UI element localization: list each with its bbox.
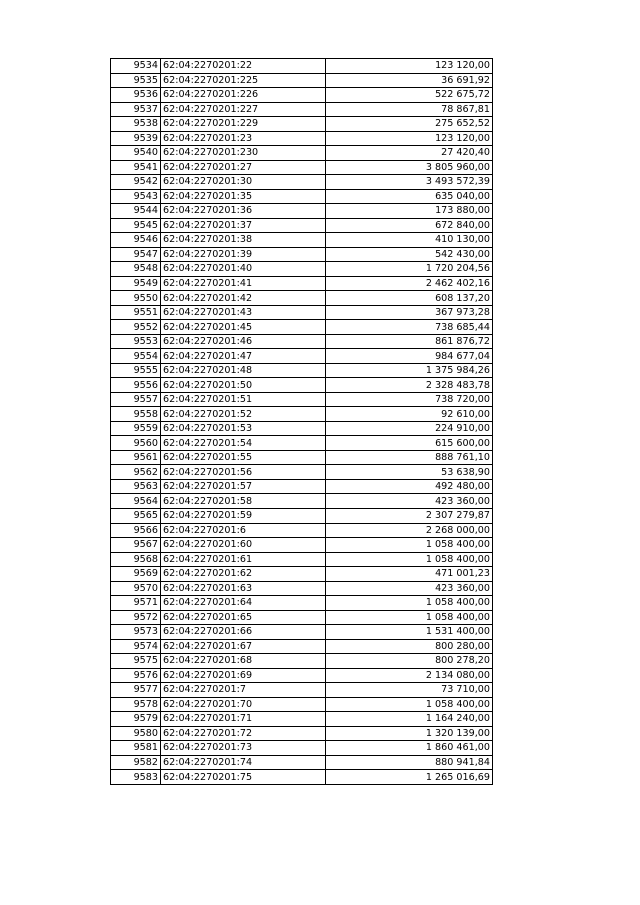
cadastral-value: 1 058 400,00 bbox=[326, 538, 493, 553]
row-number: 9557 bbox=[111, 392, 161, 407]
row-number: 9573 bbox=[111, 625, 161, 640]
row-number: 9576 bbox=[111, 668, 161, 683]
table-row bbox=[111, 697, 493, 712]
table-row bbox=[111, 654, 493, 669]
table-row bbox=[111, 204, 493, 219]
row-number: 9560 bbox=[111, 436, 161, 451]
table-row bbox=[111, 567, 493, 582]
table-row bbox=[111, 494, 493, 509]
table-row bbox=[111, 581, 493, 596]
row-number: 9555 bbox=[111, 363, 161, 378]
cadastral-value: 1 265 016,69 bbox=[326, 770, 493, 785]
cadastral-number: 62:04:2270201:50 bbox=[161, 378, 326, 393]
cadastral-value: 738 685,44 bbox=[326, 320, 493, 335]
cadastral-value: 173 880,00 bbox=[326, 204, 493, 219]
cadastre-value-table bbox=[110, 58, 493, 785]
table-row bbox=[111, 131, 493, 146]
cadastral-number: 62:04:2270201:226 bbox=[161, 88, 326, 103]
cadastral-value: 2 307 279,87 bbox=[326, 508, 493, 523]
cadastral-number: 62:04:2270201:38 bbox=[161, 233, 326, 248]
cadastral-value: 635 040,00 bbox=[326, 189, 493, 204]
row-number: 9565 bbox=[111, 508, 161, 523]
cadastral-value: 1 375 984,26 bbox=[326, 363, 493, 378]
cadastral-number: 62:04:2270201:57 bbox=[161, 479, 326, 494]
table-row bbox=[111, 320, 493, 335]
table-row bbox=[111, 175, 493, 190]
cadastral-number: 62:04:2270201:22 bbox=[161, 59, 326, 74]
cadastral-number: 62:04:2270201:63 bbox=[161, 581, 326, 596]
cadastral-number: 62:04:2270201:67 bbox=[161, 639, 326, 654]
cadastral-value: 275 652,52 bbox=[326, 117, 493, 132]
row-number: 9568 bbox=[111, 552, 161, 567]
cadastral-number: 62:04:2270201:7 bbox=[161, 683, 326, 698]
table-row bbox=[111, 349, 493, 364]
table-row bbox=[111, 639, 493, 654]
table-row bbox=[111, 276, 493, 291]
row-number: 9541 bbox=[111, 160, 161, 175]
row-number: 9543 bbox=[111, 189, 161, 204]
cadastral-number: 62:04:2270201:71 bbox=[161, 712, 326, 727]
row-number: 9567 bbox=[111, 538, 161, 553]
row-number: 9572 bbox=[111, 610, 161, 625]
row-number: 9577 bbox=[111, 683, 161, 698]
table-row bbox=[111, 334, 493, 349]
row-number: 9581 bbox=[111, 741, 161, 756]
cadastral-value: 888 761,10 bbox=[326, 450, 493, 465]
row-number: 9563 bbox=[111, 479, 161, 494]
table-row bbox=[111, 683, 493, 698]
cadastral-value: 615 600,00 bbox=[326, 436, 493, 451]
cadastral-value: 2 328 483,78 bbox=[326, 378, 493, 393]
cadastral-number: 62:04:2270201:56 bbox=[161, 465, 326, 480]
row-number: 9548 bbox=[111, 262, 161, 277]
cadastral-value: 1 058 400,00 bbox=[326, 552, 493, 567]
table-row bbox=[111, 523, 493, 538]
table-row bbox=[111, 146, 493, 161]
table-row bbox=[111, 668, 493, 683]
cadastre-table-container bbox=[110, 58, 492, 785]
row-number: 9549 bbox=[111, 276, 161, 291]
cadastral-number: 62:04:2270201:230 bbox=[161, 146, 326, 161]
row-number: 9542 bbox=[111, 175, 161, 190]
cadastral-value: 1 320 139,00 bbox=[326, 726, 493, 741]
table-row bbox=[111, 291, 493, 306]
cadastral-value: 738 720,00 bbox=[326, 392, 493, 407]
cadastral-number: 62:04:2270201:55 bbox=[161, 450, 326, 465]
cadastral-number: 62:04:2270201:39 bbox=[161, 247, 326, 262]
cadastral-value: 2 268 000,00 bbox=[326, 523, 493, 538]
row-number: 9559 bbox=[111, 421, 161, 436]
row-number: 9575 bbox=[111, 654, 161, 669]
row-number: 9553 bbox=[111, 334, 161, 349]
table-row bbox=[111, 392, 493, 407]
table-row bbox=[111, 305, 493, 320]
cadastral-number: 62:04:2270201:35 bbox=[161, 189, 326, 204]
row-number: 9556 bbox=[111, 378, 161, 393]
cadastral-number: 62:04:2270201:46 bbox=[161, 334, 326, 349]
cadastral-value: 1 058 400,00 bbox=[326, 697, 493, 712]
cadastral-number: 62:04:2270201:58 bbox=[161, 494, 326, 509]
cadastral-number: 62:04:2270201:229 bbox=[161, 117, 326, 132]
cadastral-value: 608 137,20 bbox=[326, 291, 493, 306]
cadastral-number: 62:04:2270201:6 bbox=[161, 523, 326, 538]
row-number: 9583 bbox=[111, 770, 161, 785]
cadastral-value: 423 360,00 bbox=[326, 581, 493, 596]
row-number: 9539 bbox=[111, 131, 161, 146]
table-row bbox=[111, 508, 493, 523]
table-row bbox=[111, 726, 493, 741]
cadastral-number: 62:04:2270201:43 bbox=[161, 305, 326, 320]
cadastral-number: 62:04:2270201:45 bbox=[161, 320, 326, 335]
table-row bbox=[111, 436, 493, 451]
table-row bbox=[111, 625, 493, 640]
row-number: 9540 bbox=[111, 146, 161, 161]
row-number: 9545 bbox=[111, 218, 161, 233]
row-number: 9571 bbox=[111, 596, 161, 611]
row-number: 9562 bbox=[111, 465, 161, 480]
cadastral-number: 62:04:2270201:74 bbox=[161, 755, 326, 770]
table-row bbox=[111, 247, 493, 262]
row-number: 9535 bbox=[111, 73, 161, 88]
cadastral-number: 62:04:2270201:73 bbox=[161, 741, 326, 756]
table-row bbox=[111, 421, 493, 436]
cadastral-number: 62:04:2270201:52 bbox=[161, 407, 326, 422]
cadastral-value: 78 867,81 bbox=[326, 102, 493, 117]
cadastral-value: 861 876,72 bbox=[326, 334, 493, 349]
cadastral-value: 367 973,28 bbox=[326, 305, 493, 320]
table-row bbox=[111, 218, 493, 233]
cadastral-number: 62:04:2270201:59 bbox=[161, 508, 326, 523]
cadastral-value: 3 493 572,39 bbox=[326, 175, 493, 190]
row-number: 9546 bbox=[111, 233, 161, 248]
row-number: 9564 bbox=[111, 494, 161, 509]
cadastral-value: 92 610,00 bbox=[326, 407, 493, 422]
cadastral-value: 522 675,72 bbox=[326, 88, 493, 103]
cadastral-number: 62:04:2270201:70 bbox=[161, 697, 326, 712]
row-number: 9547 bbox=[111, 247, 161, 262]
table-row bbox=[111, 88, 493, 103]
cadastral-number: 62:04:2270201:40 bbox=[161, 262, 326, 277]
table-row bbox=[111, 73, 493, 88]
cadastral-value: 1 860 461,00 bbox=[326, 741, 493, 756]
row-number: 9551 bbox=[111, 305, 161, 320]
cadastral-number: 62:04:2270201:54 bbox=[161, 436, 326, 451]
row-number: 9534 bbox=[111, 59, 161, 74]
cadastral-value: 27 420,40 bbox=[326, 146, 493, 161]
row-number: 9578 bbox=[111, 697, 161, 712]
cadastral-number: 62:04:2270201:27 bbox=[161, 160, 326, 175]
row-number: 9570 bbox=[111, 581, 161, 596]
cadastral-value: 1 058 400,00 bbox=[326, 610, 493, 625]
cadastral-value: 410 130,00 bbox=[326, 233, 493, 248]
cadastral-value: 73 710,00 bbox=[326, 683, 493, 698]
cadastral-value: 36 691,92 bbox=[326, 73, 493, 88]
cadastral-value: 2 134 080,00 bbox=[326, 668, 493, 683]
cadastral-number: 62:04:2270201:30 bbox=[161, 175, 326, 190]
cadastral-number: 62:04:2270201:65 bbox=[161, 610, 326, 625]
cadastral-value: 471 001,23 bbox=[326, 567, 493, 582]
cadastral-number: 62:04:2270201:48 bbox=[161, 363, 326, 378]
row-number: 9569 bbox=[111, 567, 161, 582]
table-row bbox=[111, 378, 493, 393]
row-number: 9580 bbox=[111, 726, 161, 741]
row-number: 9566 bbox=[111, 523, 161, 538]
table-row bbox=[111, 189, 493, 204]
cadastral-value: 492 480,00 bbox=[326, 479, 493, 494]
cadastral-number: 62:04:2270201:23 bbox=[161, 131, 326, 146]
cadastral-number: 62:04:2270201:68 bbox=[161, 654, 326, 669]
table-row bbox=[111, 363, 493, 378]
table-row bbox=[111, 407, 493, 422]
cadastral-number: 62:04:2270201:37 bbox=[161, 218, 326, 233]
row-number: 9552 bbox=[111, 320, 161, 335]
table-row bbox=[111, 741, 493, 756]
cadastral-value: 880 941,84 bbox=[326, 755, 493, 770]
table-row bbox=[111, 479, 493, 494]
cadastral-number: 62:04:2270201:69 bbox=[161, 668, 326, 683]
row-number: 9558 bbox=[111, 407, 161, 422]
row-number: 9579 bbox=[111, 712, 161, 727]
cadastral-value: 123 120,00 bbox=[326, 131, 493, 146]
cadastral-value: 542 430,00 bbox=[326, 247, 493, 262]
cadastral-number: 62:04:2270201:42 bbox=[161, 291, 326, 306]
cadastral-number: 62:04:2270201:60 bbox=[161, 538, 326, 553]
cadastral-number: 62:04:2270201:62 bbox=[161, 567, 326, 582]
row-number: 9554 bbox=[111, 349, 161, 364]
row-number: 9574 bbox=[111, 639, 161, 654]
cadastral-number: 62:04:2270201:36 bbox=[161, 204, 326, 219]
table-row bbox=[111, 262, 493, 277]
table-row bbox=[111, 117, 493, 132]
row-number: 9536 bbox=[111, 88, 161, 103]
table-row bbox=[111, 450, 493, 465]
cadastral-number: 62:04:2270201:51 bbox=[161, 392, 326, 407]
row-number: 9538 bbox=[111, 117, 161, 132]
row-number: 9550 bbox=[111, 291, 161, 306]
table-row bbox=[111, 102, 493, 117]
row-number: 9561 bbox=[111, 450, 161, 465]
cadastral-value: 984 677,04 bbox=[326, 349, 493, 364]
cadastral-value: 800 278,20 bbox=[326, 654, 493, 669]
cadastral-value: 1 164 240,00 bbox=[326, 712, 493, 727]
cadastral-number: 62:04:2270201:66 bbox=[161, 625, 326, 640]
table-row bbox=[111, 770, 493, 785]
table-row bbox=[111, 233, 493, 248]
table-row bbox=[111, 755, 493, 770]
row-number: 9537 bbox=[111, 102, 161, 117]
cadastral-value: 224 910,00 bbox=[326, 421, 493, 436]
cadastral-number: 62:04:2270201:72 bbox=[161, 726, 326, 741]
table-row bbox=[111, 538, 493, 553]
row-number: 9582 bbox=[111, 755, 161, 770]
table-row bbox=[111, 59, 493, 74]
cadastral-number: 62:04:2270201:227 bbox=[161, 102, 326, 117]
cadastral-number: 62:04:2270201:225 bbox=[161, 73, 326, 88]
table-row bbox=[111, 552, 493, 567]
table-row bbox=[111, 465, 493, 480]
cadastral-value: 1 531 400,00 bbox=[326, 625, 493, 640]
table-row bbox=[111, 160, 493, 175]
cadastral-value: 1 058 400,00 bbox=[326, 596, 493, 611]
cadastral-value: 3 805 960,00 bbox=[326, 160, 493, 175]
table-row bbox=[111, 610, 493, 625]
table-row bbox=[111, 596, 493, 611]
cadastral-number: 62:04:2270201:53 bbox=[161, 421, 326, 436]
cadastral-number: 62:04:2270201:64 bbox=[161, 596, 326, 611]
table-body bbox=[111, 59, 493, 785]
cadastral-value: 53 638,90 bbox=[326, 465, 493, 480]
cadastral-number: 62:04:2270201:41 bbox=[161, 276, 326, 291]
cadastral-value: 800 280,00 bbox=[326, 639, 493, 654]
cadastral-number: 62:04:2270201:75 bbox=[161, 770, 326, 785]
cadastral-value: 2 462 402,16 bbox=[326, 276, 493, 291]
cadastral-value: 672 840,00 bbox=[326, 218, 493, 233]
row-number: 9544 bbox=[111, 204, 161, 219]
cadastral-value: 423 360,00 bbox=[326, 494, 493, 509]
table-row bbox=[111, 712, 493, 727]
cadastral-value: 123 120,00 bbox=[326, 59, 493, 74]
cadastral-number: 62:04:2270201:61 bbox=[161, 552, 326, 567]
cadastral-value: 1 720 204,56 bbox=[326, 262, 493, 277]
cadastral-number: 62:04:2270201:47 bbox=[161, 349, 326, 364]
